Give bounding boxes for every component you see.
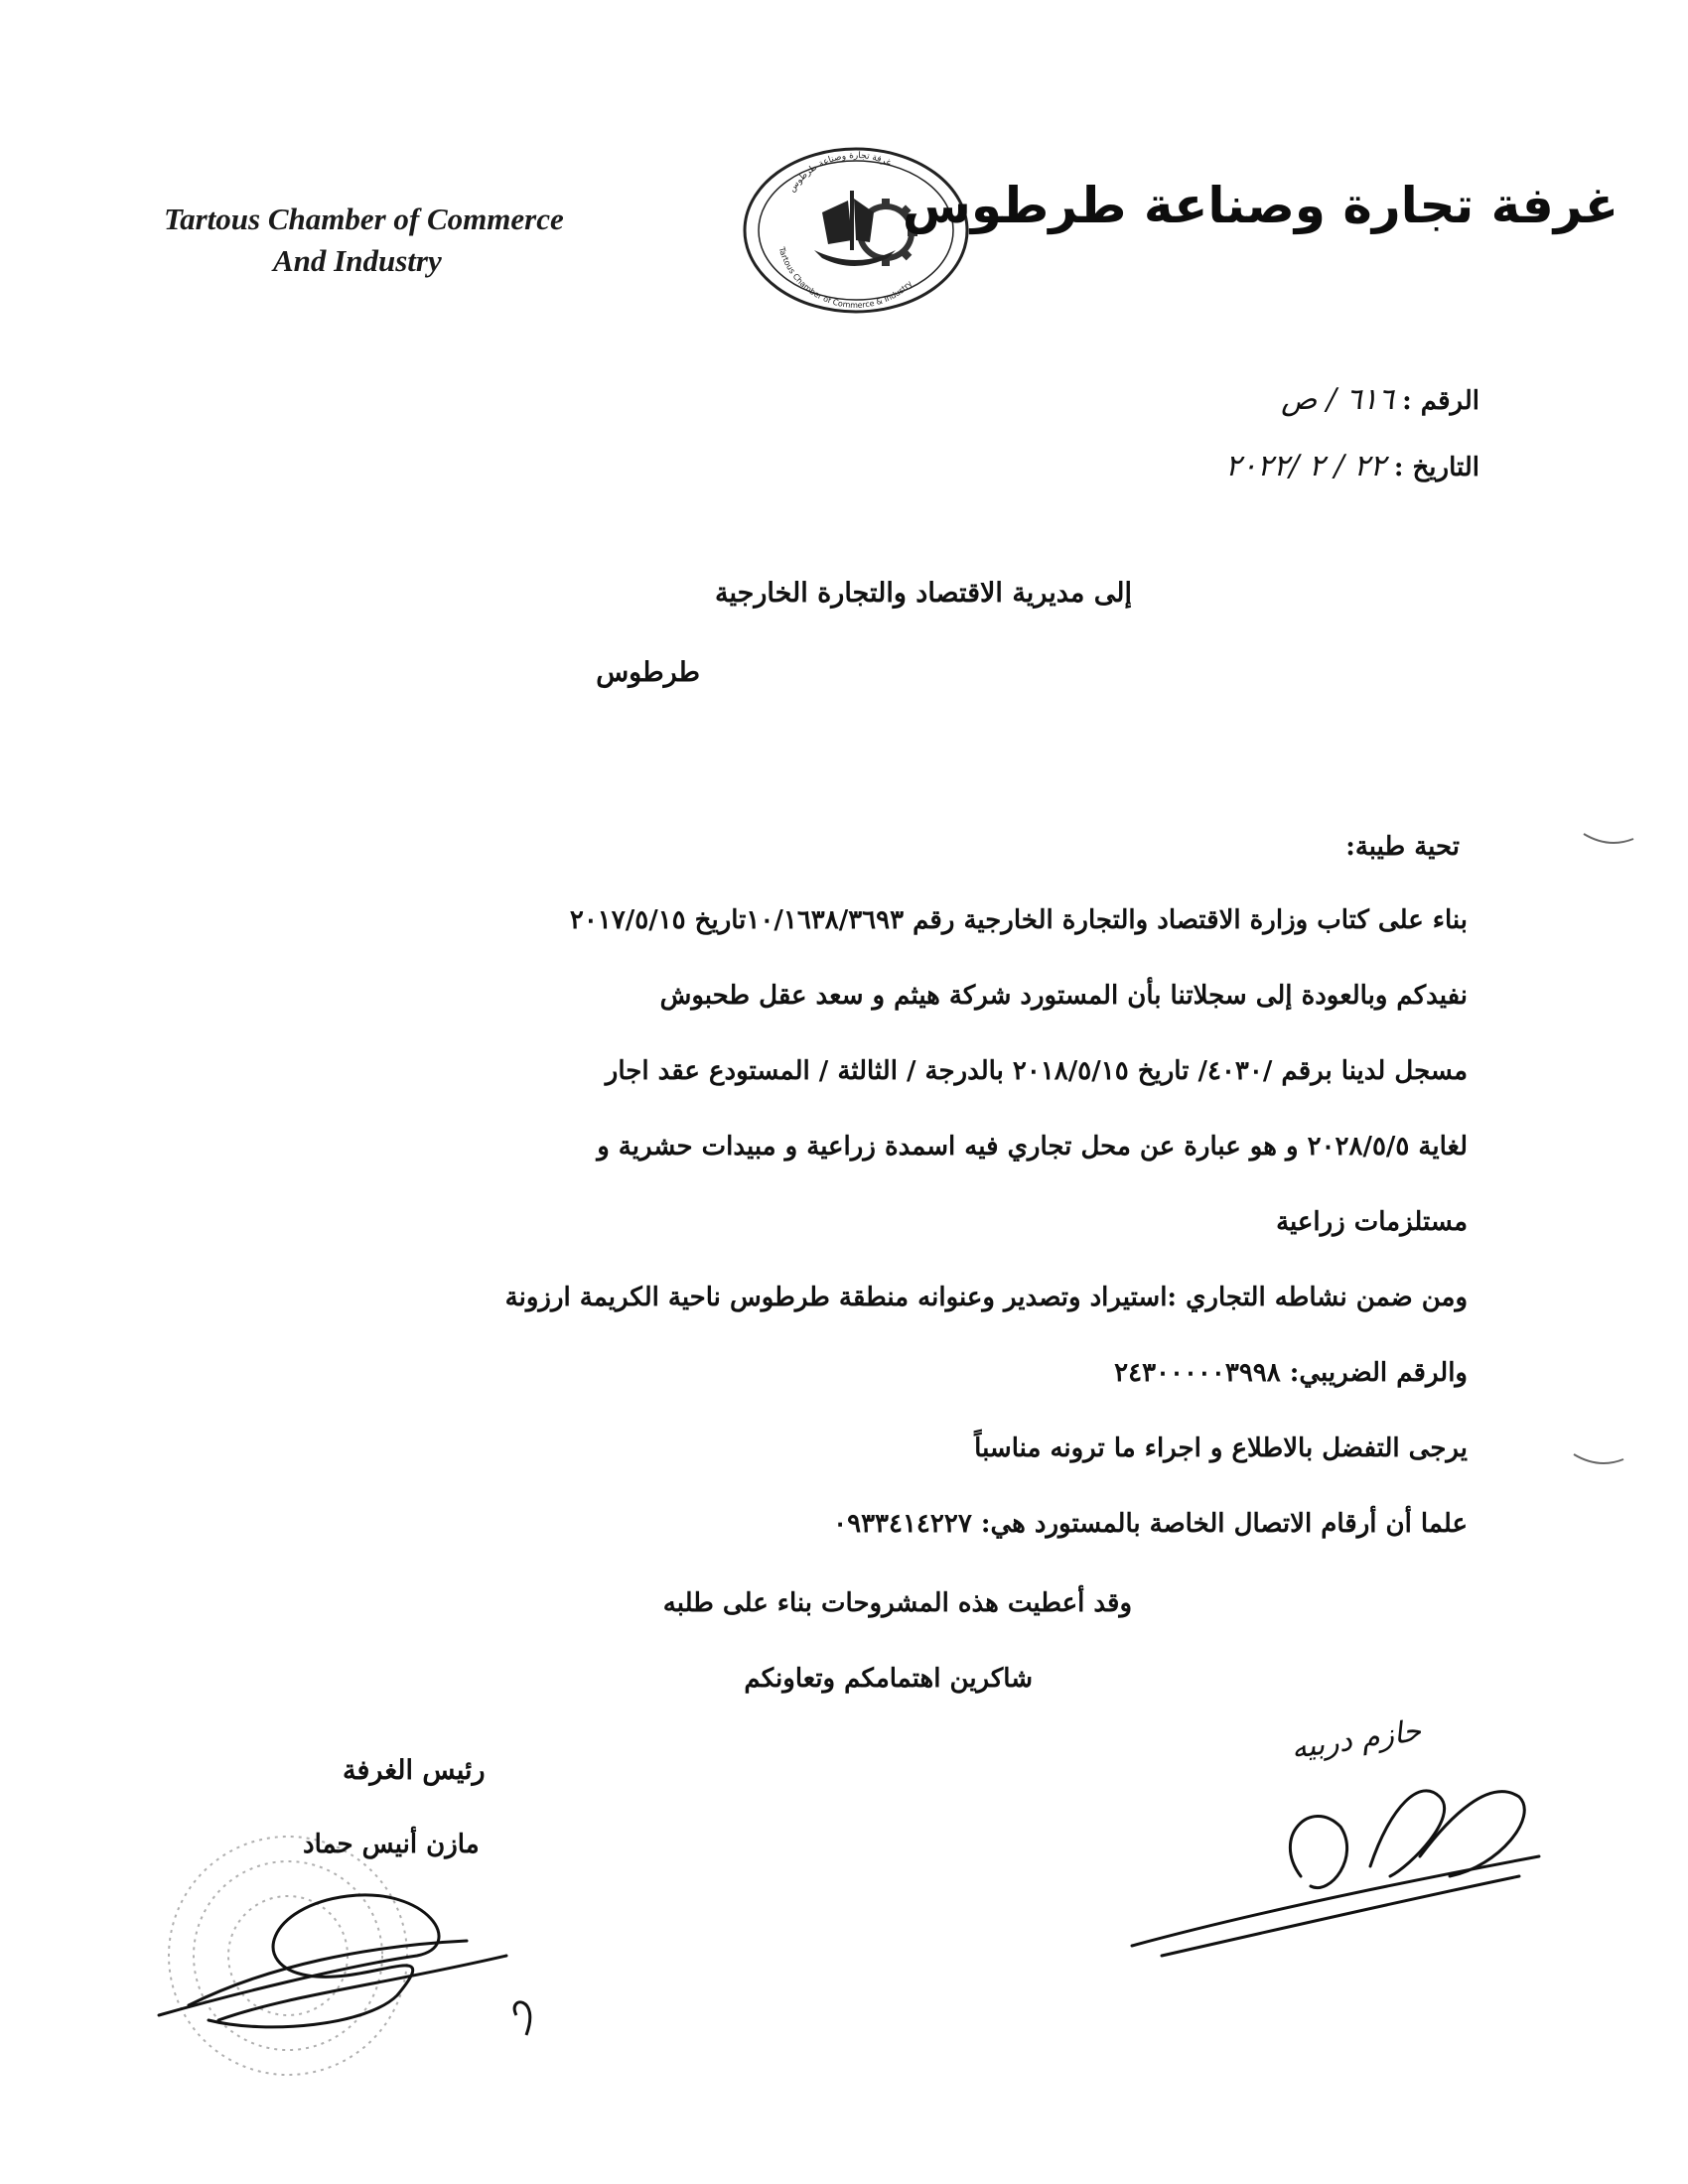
signatory-title: رئيس الغرفة (343, 1755, 486, 1786)
chamber-name-english-line2: And Industry (273, 243, 442, 278)
scan-mark (1569, 1444, 1628, 1474)
greeting: تحية طيبة: (1345, 832, 1460, 862)
closing-line-1: وقد أعطيت هذه المشروحات بناء على طلبه (662, 1588, 1132, 1618)
body-line-1: بناء على كتاب وزارة الاقتصاد والتجارة الخارجية رقم ١٠/١٦٣٨/٣٦٩٣تاريخ ٢٠١٧/٥/١٥ (569, 905, 1468, 935)
body-line-2: نفيدكم وبالعودة إلى سجلاتنا بأن المستورد شركة هيثم و سعد عقل طحبوش (659, 981, 1468, 1011)
body-line-9: علما أن أرقام الاتصال الخاصة بالمستورد هي: ٠٩٣٣٤١٤٢٢٧ (833, 1509, 1468, 1539)
body-line-5: مستلزمات زراعية (1276, 1207, 1468, 1237)
handwritten-note: حازم دربيه (1289, 1713, 1424, 1766)
chamber-name-arabic: غرفة تجارة وصناعة طرطوس (902, 177, 1618, 234)
body-line-3: مسجل لدينا برقم /٤٠٣٠/ تاريخ ٢٠١٨/٥/١٥ بالدرجة / الثالثة / المستودع عقد اجار (605, 1056, 1468, 1086)
chamber-name-english-line1: Tartous Chamber of Commerce (164, 202, 564, 236)
closing-line-2: شاكرين اهتمامكم وتعاونكم (744, 1664, 1033, 1694)
body-line-8: يرجى التفضل بالاطلاع و اجراء ما ترونه مناسباً (974, 1433, 1468, 1463)
chamber-name-english (164, 199, 720, 282)
body-line-4: لغاية ٢٠٢٨/٥/٥ و هو عبارة عن محل تجاري فيه اسمدة زراعية و مبيدات حشرية و (597, 1132, 1468, 1161)
body-line-6: ومن ضمن نشاطه التجاري :استيراد وتصدير وعنوانه منطقة طرطوس ناحية الكريمة ارزونة (504, 1283, 1468, 1312)
reference-number-value: ٦١٦ / ص (1281, 382, 1394, 417)
document-date (1225, 449, 1479, 483)
chairman-signature (149, 1846, 546, 2065)
recipient-city: طرطوس (596, 657, 700, 688)
document-date-label: التاريخ : (1393, 453, 1479, 482)
scan-mark (1579, 814, 1638, 854)
body-line-7: والرقم الضريبي: ٢٤٣٠٠٠٠٠٣٩٩٨ (1114, 1358, 1468, 1388)
reference-number-label: الرقم : (1402, 386, 1479, 416)
logo-ring-text: غرفة تجارة وصناعة طرطوس (786, 150, 893, 195)
document-date-value: ٢٢ / ٢ /٢٠٢٢ (1224, 449, 1386, 483)
reference-number (1281, 382, 1479, 417)
logo-ring-text-en: Tartous Chamber of Commerce & Industry (776, 245, 914, 311)
director-signature (1122, 1707, 1559, 1985)
recipient-line: إلى مديرية الاقتصاد والتجارة الخارجية (715, 578, 1132, 609)
signatory-name: مازن أنيس حماد (303, 1830, 480, 1859)
